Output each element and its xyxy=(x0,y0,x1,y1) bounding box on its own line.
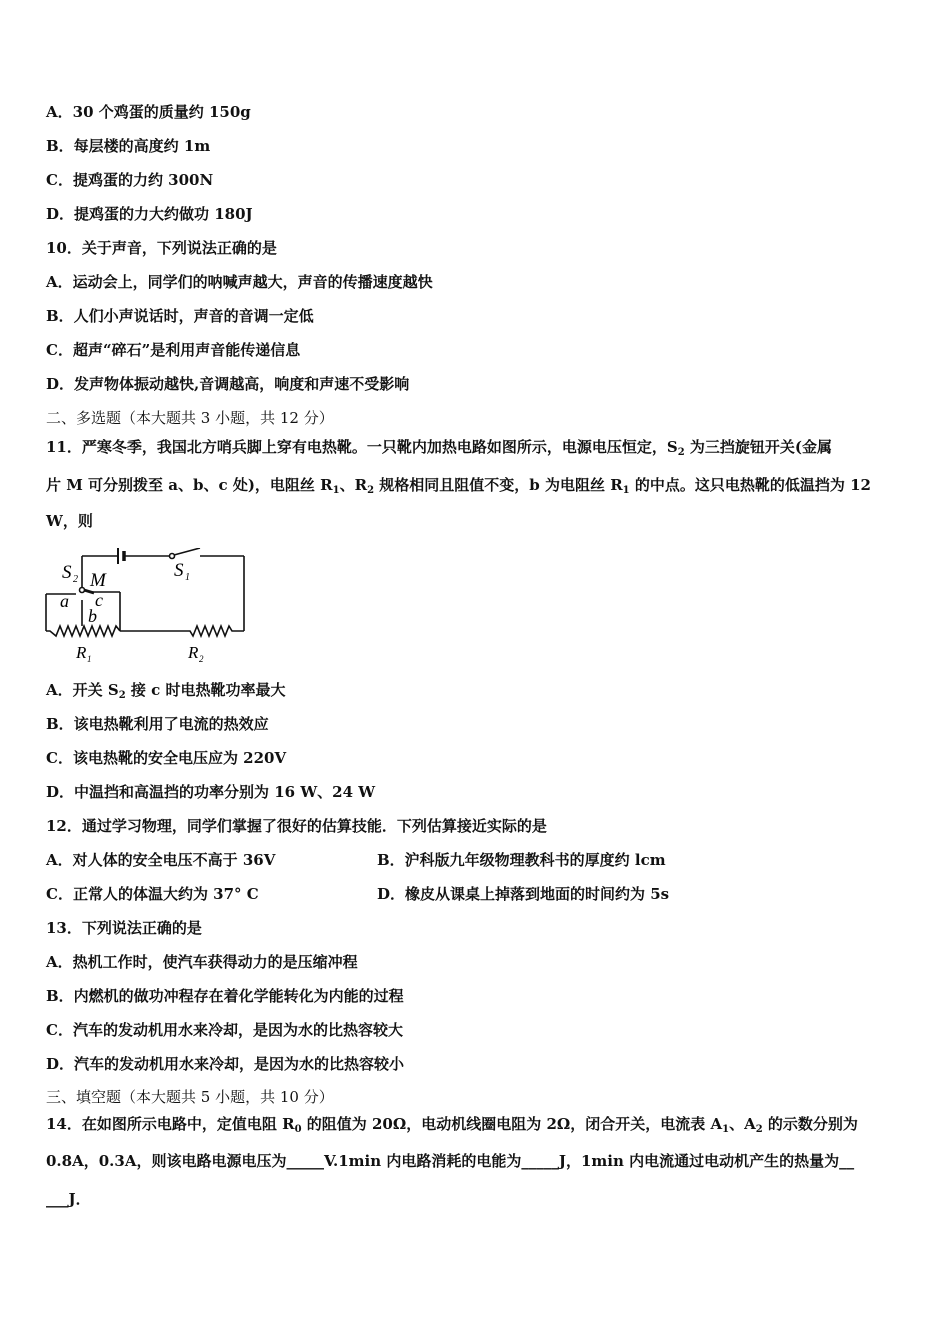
q9-option-d: D．提鸡蛋的力大约做功 180J xyxy=(46,205,253,223)
r2-subscript: 2 xyxy=(199,654,204,664)
q13-option-c: C．汽车的发动机用水来冷却，是因为水的比热容较大 xyxy=(46,1021,403,1039)
q13-option-a: A．热机工作时，使汽车获得动力的是压缩冲程 xyxy=(46,953,358,971)
section-heading-fill-in: 三、填空题（本大题共 5 小题，共 10 分） xyxy=(46,1088,334,1106)
s1-subscript: 1 xyxy=(185,572,190,583)
q12-option-c: C．正常人的体温大约为 37° C xyxy=(46,885,259,903)
r2-label: R xyxy=(188,643,199,662)
q11-option-a: A．开关 $S_2$ 接 c 时电热靴功率最大 xyxy=(46,681,286,701)
q13-option-b: B．内燃机的做功冲程存在着化学能转化为内能的过程 xyxy=(46,987,404,1005)
q14-line1: 14．在如图所示电路中，定值电阻 $R_0$ 的阻值为 20Ω，电动机线圈电阻为 2Ω，闭合开关，电流表 $A_1$、$A_2$ 的示数分别为 xyxy=(46,1115,858,1135)
q9-option-c: C．提鸡蛋的力约 300N xyxy=(46,171,214,189)
q12-option-a: A．对人体的安全电压不高于 36V xyxy=(46,851,276,869)
s2-label: S xyxy=(62,562,72,583)
q10-option-c: C．超声“碎石”是利用声音能传递信息 xyxy=(46,341,301,359)
q9-option-a: A．30 个鸡蛋的质量约 150g xyxy=(46,103,251,121)
q11-stem-line3: W，则 xyxy=(46,512,93,530)
r1-subscript: 1 xyxy=(87,654,92,664)
q10-option-b: B．人们小声说话时，声音的音调一定低 xyxy=(46,307,314,325)
contact-b-label: b xyxy=(88,606,97,626)
q11-stem-line1: 11．严寒冬季，我国北方哨兵脚上穿有电热靴。一只靴内加热电路如图所示，电源电压恒定，$S_2$ 为三挡旋钮开关(金属 xyxy=(46,438,833,458)
q11-option-d: D．中温挡和高温挡的功率分别为 16 W、24 W xyxy=(46,783,376,801)
q13-stem: 13．下列说法正确的是 xyxy=(46,919,202,937)
q10-option-a: A．运动会上，同学们的呐喊声越大，声音的传播速度越快 xyxy=(46,273,433,291)
q14-line2: 0.8A，0.3A，则该电路电源电压为_____V.1min 内电路消耗的电能为_____J，1min 内电流通过电动机产生的热量为__ xyxy=(46,1152,855,1170)
q11-option-b: B．该电热靴利用了电流的热效应 xyxy=(46,715,269,733)
section-heading-multiple-choice: 二、多选题（本大题共 3 小题，共 12 分） xyxy=(46,409,334,427)
q12-option-b: B．沪科版九年级物理教科书的厚度约 lcm xyxy=(377,851,666,869)
q12-option-d: D．橡皮从课桌上掉落到地面的时间约为 5s xyxy=(377,885,670,903)
q9-option-b: B．每层楼的高度约 1m xyxy=(46,137,211,155)
q11-option-c: C．该电热靴的安全电压应为 220V xyxy=(46,749,287,767)
m-label: M xyxy=(90,570,106,591)
q10-stem: 10．关于声音，下列说法正确的是 xyxy=(46,239,277,257)
contact-a-label: a xyxy=(60,591,69,611)
q10-option-d: D．发声物体振动越快,音调越高，响度和声速不受影响 xyxy=(46,375,410,393)
q12-stem: 12．通过学习物理，同学们掌握了很好的估算技能．下列估算接近实际的是 xyxy=(46,817,547,835)
q14-line3: ___J． xyxy=(46,1190,91,1208)
contact-c-label: c xyxy=(95,590,103,610)
q11-stem-line2: 片 M 可分别拨至 a、b、c 处)，电阻丝 $R_1$、$R_2$ 规格相同且阻值不变，b 为电阻丝 $R_1$ 的中点。这只电热靴的低温挡为 12 xyxy=(46,476,871,496)
s2-subscript: 2 xyxy=(73,574,78,585)
circuit-diagram xyxy=(40,548,260,668)
s1-label: S xyxy=(174,560,184,581)
r1-label: R xyxy=(76,643,87,662)
q13-option-d: D．汽车的发动机用水来冷却，是因为水的比热容较小 xyxy=(46,1055,405,1073)
